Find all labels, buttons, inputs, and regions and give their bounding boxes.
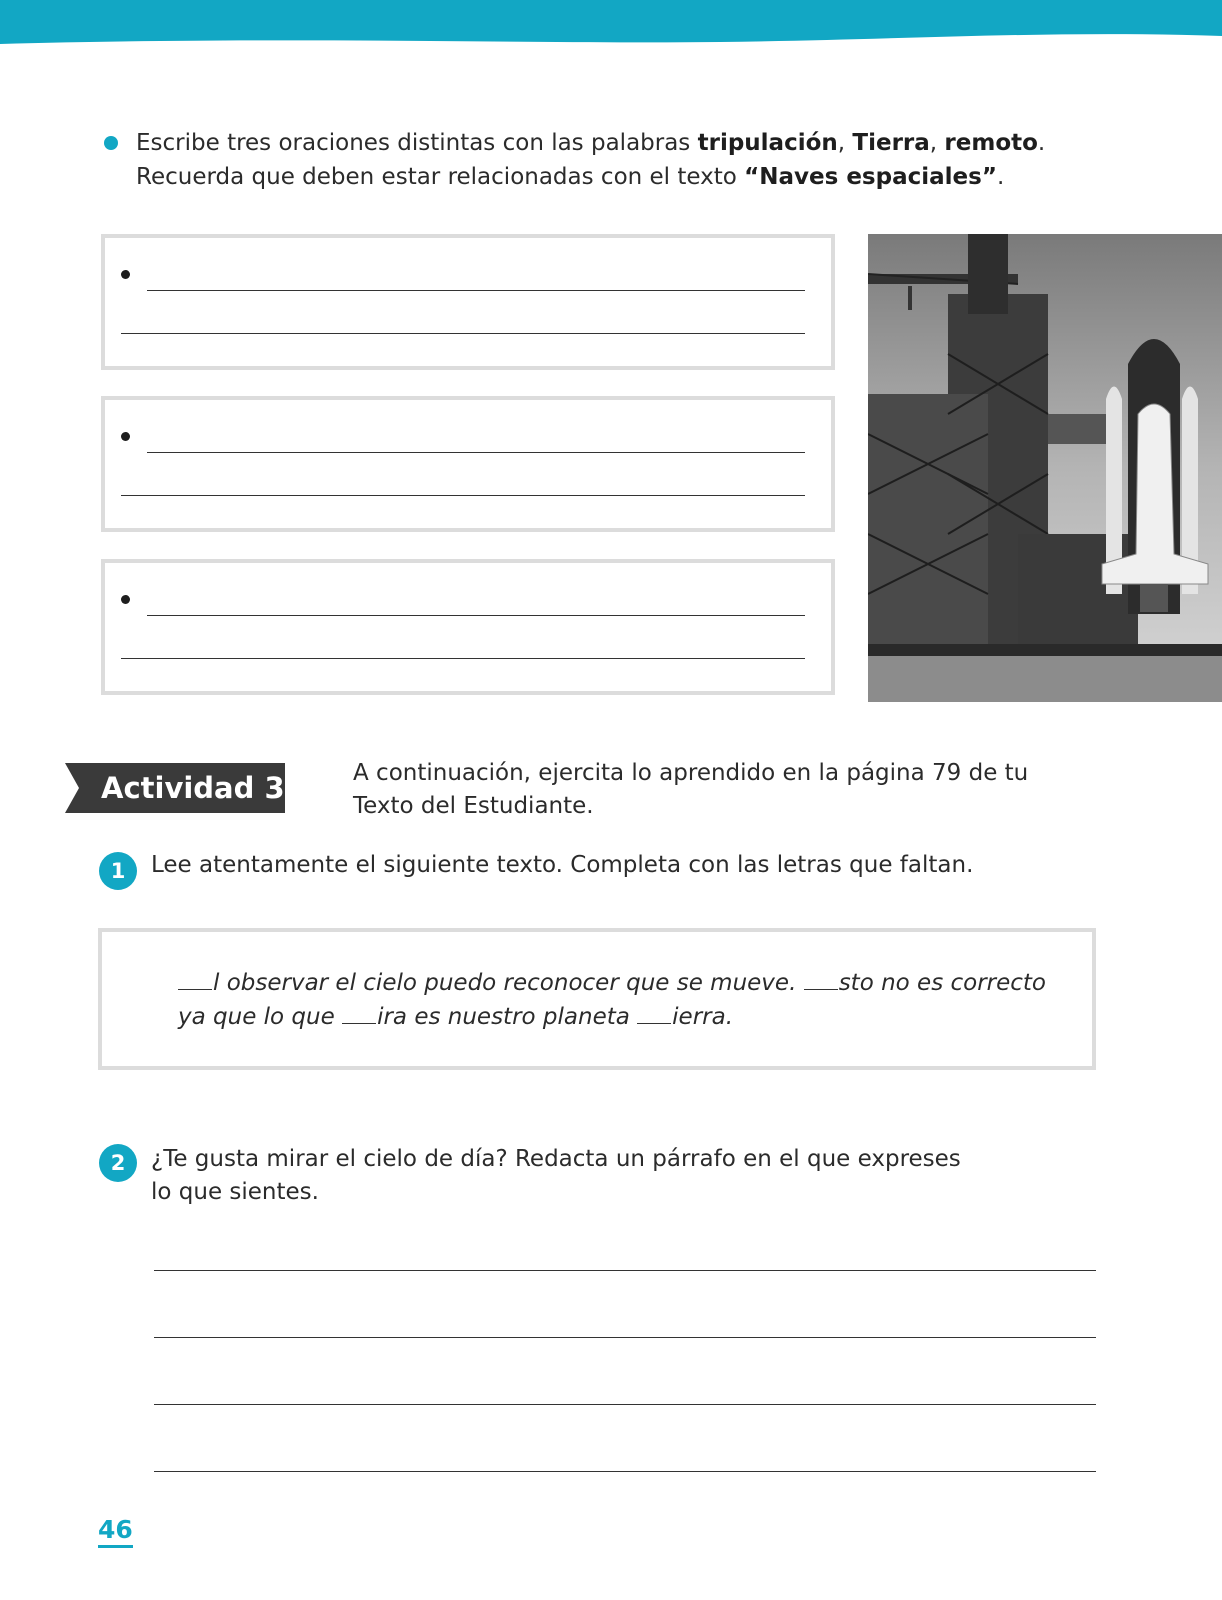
keyword: remoto [944,130,1038,156]
letter-blank[interactable] [342,1022,376,1024]
cloze-text-box [98,928,1096,1070]
answer-line[interactable] [154,1404,1096,1405]
instruction-text: Escribe tres oraciones distintas con las palabras tripulación, Tierra, remoto. Recuerda que deben estar relacionadas con el texto “Naves espaciales”. [136,126,1136,194]
answer-line[interactable] [154,1337,1096,1338]
answer-line[interactable] [154,1270,1096,1271]
answer-line[interactable] [154,1471,1096,1472]
activity-label: Actividad 3 [101,771,285,805]
sentence-box-2[interactable] [101,396,835,532]
answer-line[interactable] [121,333,805,334]
cloze-text: l observar el cielo puedo reconocer que se mueve. sto no es correcto ya que lo que ira es nuestro planeta ierra. [178,970,1047,1030]
space-shuttle-photo [868,234,1222,702]
sentence-box-1[interactable] [101,234,835,370]
letter-blank[interactable] [804,988,838,990]
question-number-2: 2 [99,1144,137,1182]
top-wave-decoration [0,0,1222,60]
answer-line[interactable] [121,658,805,659]
answer-line[interactable] [147,615,805,616]
bullet-icon [121,270,130,279]
activity-banner [65,763,285,813]
sentence-box-3[interactable] [101,559,835,695]
text-title: “Naves espaciales” [744,164,997,190]
bullet-icon [121,595,130,604]
answer-line[interactable] [147,290,805,291]
answer-line[interactable] [147,452,805,453]
question-2-text: ¿Te gusta mirar el cielo de día? Redacta un párrafo en el que expreses lo que sientes. [151,1146,961,1205]
question-number-1: 1 [99,852,137,890]
keyword: Tierra [852,130,930,156]
question-1-text: Lee atentamente el siguiente texto. Completa con las letras que faltan. [151,852,974,878]
answer-line[interactable] [121,495,805,496]
page-number: 46 [98,1515,133,1548]
bullet-icon [104,136,118,150]
bullet-icon [121,432,130,441]
activity-description: A continuación, ejercita lo aprendido en la página 79 de tu Texto del Estudiante. [353,760,1029,819]
keyword: tripulación [697,130,838,156]
letter-blank[interactable] [178,988,212,990]
letter-blank[interactable] [637,1022,671,1024]
